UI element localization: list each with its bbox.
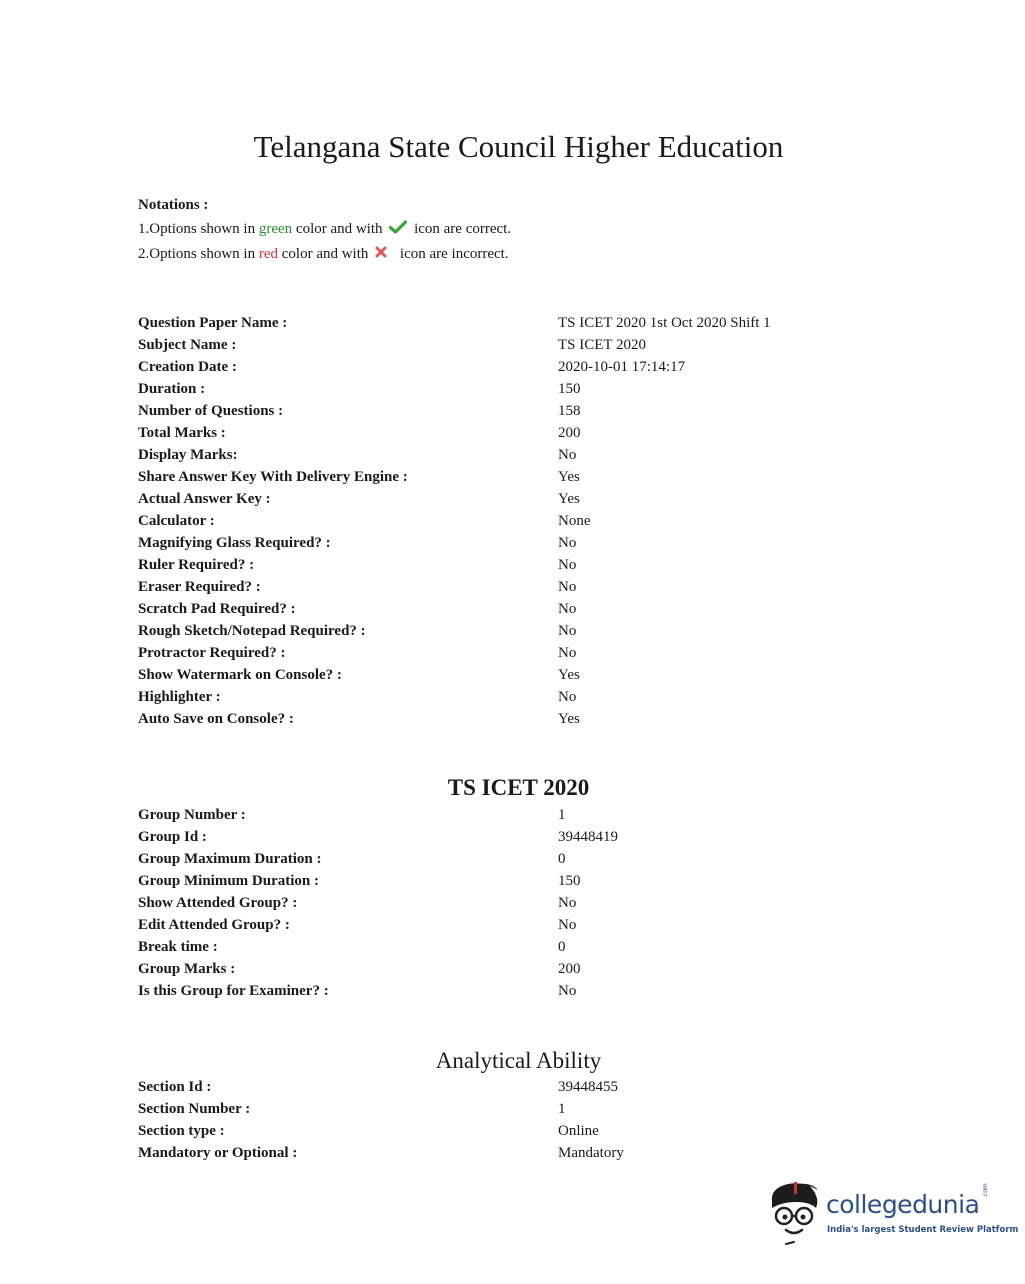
notation-correct-middle: color and with <box>292 221 387 237</box>
detail-value: 200 <box>558 425 581 441</box>
detail-label: Share Answer Key With Delivery Engine : <box>138 469 408 485</box>
notations <box>138 193 511 266</box>
detail-label: Mandatory or Optional : <box>138 1145 298 1161</box>
cross-icon <box>375 242 393 266</box>
notation-green-word: green <box>258 221 293 237</box>
detail-value: No <box>558 557 577 573</box>
notation-incorrect-prefix: 2.Options shown in <box>138 245 259 262</box>
detail-value: 150 <box>558 381 581 397</box>
detail-value: No <box>558 895 577 911</box>
detail-row <box>138 936 898 958</box>
detail-label: Total Marks : <box>138 425 226 441</box>
detail-value: 39448419 <box>558 829 618 845</box>
detail-label: Rough Sketch/Notepad Required? : <box>138 623 366 639</box>
detail-label: Question Paper Name : <box>138 315 288 331</box>
detail-value: 158 <box>558 403 581 419</box>
detail-row <box>138 1098 898 1120</box>
paper-details-table <box>138 312 898 730</box>
detail-label: Group Maximum Duration : <box>138 851 322 867</box>
detail-value: Yes <box>558 469 580 485</box>
notation-incorrect <box>138 242 511 267</box>
detail-row <box>138 334 898 356</box>
detail-row <box>138 892 898 914</box>
detail-value: 150 <box>558 873 581 889</box>
notation-incorrect-middle: color and with <box>278 245 373 262</box>
detail-label: Number of Questions : <box>138 403 284 419</box>
detail-value: TS ICET 2020 1st Oct 2020 Shift 1 <box>558 315 771 331</box>
detail-row <box>138 598 898 620</box>
detail-value: No <box>558 447 577 463</box>
detail-value: Yes <box>558 491 580 507</box>
detail-row <box>138 686 898 708</box>
detail-label: Edit Attended Group? : <box>138 917 290 933</box>
detail-value: No <box>558 623 577 639</box>
detail-row <box>138 826 898 848</box>
detail-row <box>138 400 898 422</box>
detail-row <box>138 1120 898 1142</box>
detail-row <box>138 444 898 466</box>
detail-value: 0 <box>558 939 566 955</box>
detail-label: Show Watermark on Console? : <box>138 667 342 683</box>
detail-label: Section type : <box>138 1123 225 1139</box>
notation-incorrect-suffix: icon are incorrect. <box>396 245 509 262</box>
detail-value: None <box>558 513 591 529</box>
detail-row <box>138 1076 898 1098</box>
collegedunia-logo <box>766 1178 1019 1248</box>
detail-label: Section Number : <box>138 1101 251 1117</box>
detail-label: Group Number : <box>138 807 246 823</box>
detail-value: Yes <box>558 711 580 727</box>
detail-row <box>138 356 898 378</box>
detail-row <box>138 708 898 730</box>
detail-label: Subject Name : <box>138 337 237 353</box>
detail-row <box>138 958 898 980</box>
detail-label: Creation Date : <box>138 359 237 375</box>
detail-label: Protractor Required? : <box>138 645 286 661</box>
detail-row <box>138 870 898 892</box>
detail-row <box>138 914 898 936</box>
detail-value: TS ICET 2020 <box>558 337 647 353</box>
notations-heading: Notations : <box>138 197 209 213</box>
detail-label: Show Attended Group? : <box>138 895 298 911</box>
detail-value: No <box>558 645 577 661</box>
detail-row <box>138 422 898 444</box>
detail-label: Is this Group for Examiner? : <box>138 983 329 999</box>
detail-value: 2020-10-01 17:14:17 <box>558 359 686 375</box>
detail-row <box>138 664 898 686</box>
detail-row <box>138 532 898 554</box>
detail-label: Group Id : <box>138 829 207 845</box>
detail-row <box>138 980 898 1002</box>
logo-wordmark: collegedunia <box>826 1190 980 1219</box>
detail-label: Magnifying Glass Required? : <box>138 535 331 551</box>
detail-value: 0 <box>558 851 566 867</box>
notation-correct <box>138 217 511 242</box>
detail-value: 39448455 <box>558 1079 618 1095</box>
detail-row <box>138 576 898 598</box>
detail-label: Ruler Required? : <box>138 557 255 573</box>
notation-correct-suffix: icon are correct. <box>410 221 512 237</box>
detail-label: Actual Answer Key : <box>138 491 271 507</box>
detail-value: Yes <box>558 667 580 683</box>
notation-correct-prefix: 1.Options shown in <box>138 221 259 237</box>
detail-value: No <box>558 983 577 999</box>
detail-value: No <box>558 579 577 595</box>
detail-row <box>138 488 898 510</box>
detail-row <box>138 466 898 488</box>
group-heading: TS ICET 2020 <box>447 775 590 800</box>
detail-label: Duration : <box>138 381 206 397</box>
mascot-icon <box>766 1178 826 1248</box>
logo-domain: .com <box>982 1183 989 1198</box>
detail-row <box>138 620 898 642</box>
detail-label: Break time : <box>138 939 218 955</box>
detail-value: Online <box>558 1123 599 1139</box>
logo-tagline: India's largest Student Review Platform <box>827 1225 1019 1235</box>
detail-label: Group Minimum Duration : <box>138 873 319 889</box>
detail-value: Mandatory <box>558 1145 624 1161</box>
section-heading: Analytical Ability <box>435 1048 602 1073</box>
detail-value: No <box>558 601 577 617</box>
check-icon <box>389 218 407 242</box>
detail-row <box>138 848 898 870</box>
detail-row <box>138 510 898 532</box>
page-title: Telangana State Council Higher Education <box>253 129 784 164</box>
detail-value: No <box>558 917 577 933</box>
detail-row <box>138 1142 898 1164</box>
detail-row <box>138 312 898 334</box>
detail-label: Section Id : <box>138 1079 212 1095</box>
detail-value: No <box>558 689 577 705</box>
section-details-table <box>138 1076 898 1164</box>
group-details-table <box>138 804 898 1002</box>
detail-label: Display Marks: <box>138 447 238 463</box>
detail-value: No <box>558 535 577 551</box>
detail-label: Scratch Pad Required? : <box>138 601 296 617</box>
detail-row <box>138 378 898 400</box>
detail-label: Eraser Required? : <box>138 579 261 595</box>
notation-red-word: red <box>258 245 278 262</box>
detail-label: Group Marks : <box>138 961 236 977</box>
detail-label: Auto Save on Console? : <box>138 711 294 727</box>
detail-value: 1 <box>558 1101 566 1117</box>
detail-value: 200 <box>558 961 581 977</box>
detail-row <box>138 554 898 576</box>
detail-value: 1 <box>558 807 566 823</box>
detail-row <box>138 642 898 664</box>
detail-row <box>138 804 898 826</box>
detail-label: Highlighter : <box>138 689 221 705</box>
detail-label: Calculator : <box>138 513 215 529</box>
